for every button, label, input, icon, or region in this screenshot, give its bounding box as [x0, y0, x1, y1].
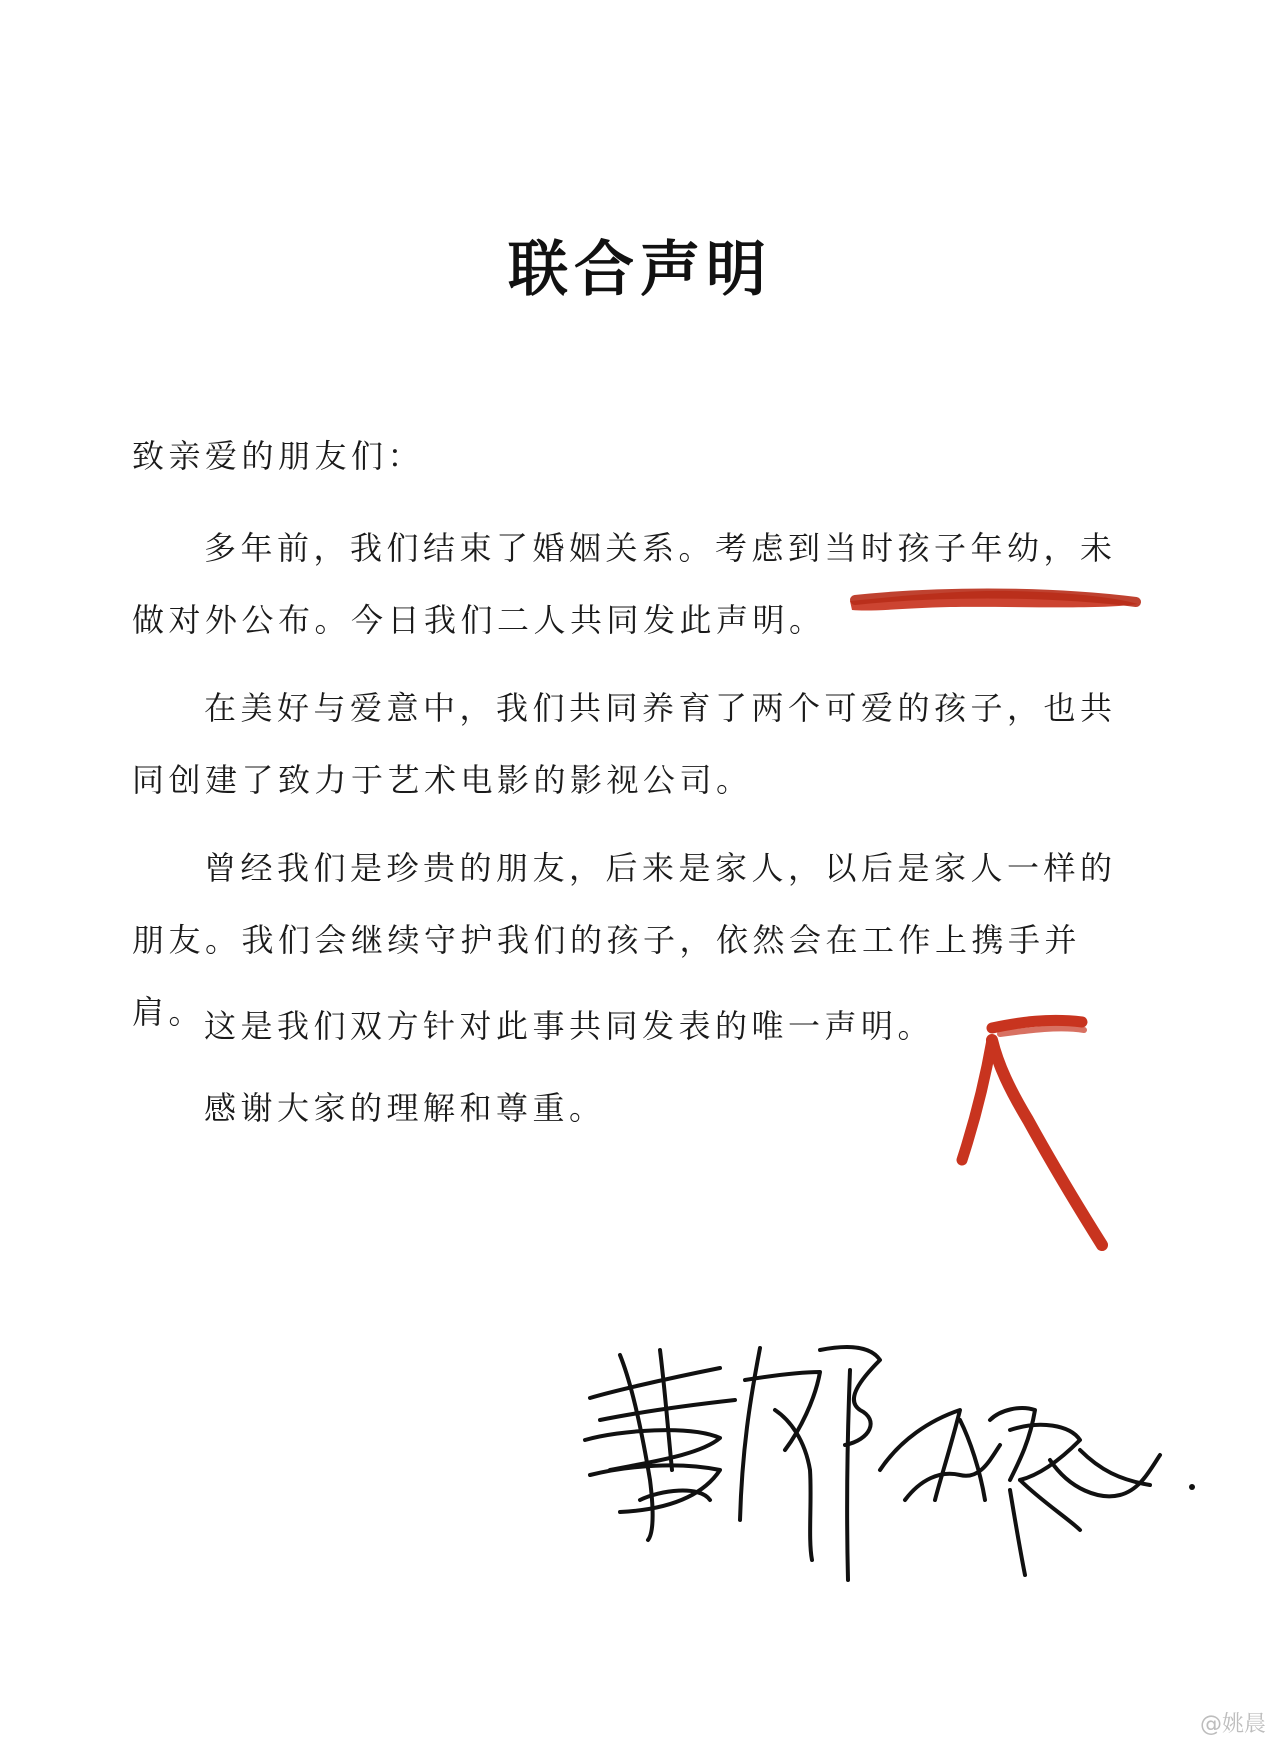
- weibo-watermark: @姚晨: [1199, 1712, 1266, 1737]
- paragraph-4: 这是我们双方针对此事共同发表的唯一声明。: [204, 1007, 935, 1045]
- paragraph-3: 曾经我们是珍贵的朋友，后来是家人，以后是家人一样的朋友。我们会继续守护我们的孩子，依然会在工作上携手并肩。: [132, 849, 1117, 1031]
- statement-title: 联合声明: [508, 235, 772, 305]
- paragraph-2: 在美好与爱意中，我们共同养育了两个可爱的孩子，也共同创建了致力于艺术电影的影视公司。: [132, 689, 1117, 799]
- paragraph-5: 感谢大家的理解和尊重。: [204, 1089, 606, 1127]
- paragraph-1: 多年前，我们结束了婚姻关系。考虑到当时孩子年幼，未做对外公布。今日我们二人共同发此声明。: [132, 529, 1117, 639]
- salutation: 致亲爱的朋友们：: [132, 437, 425, 475]
